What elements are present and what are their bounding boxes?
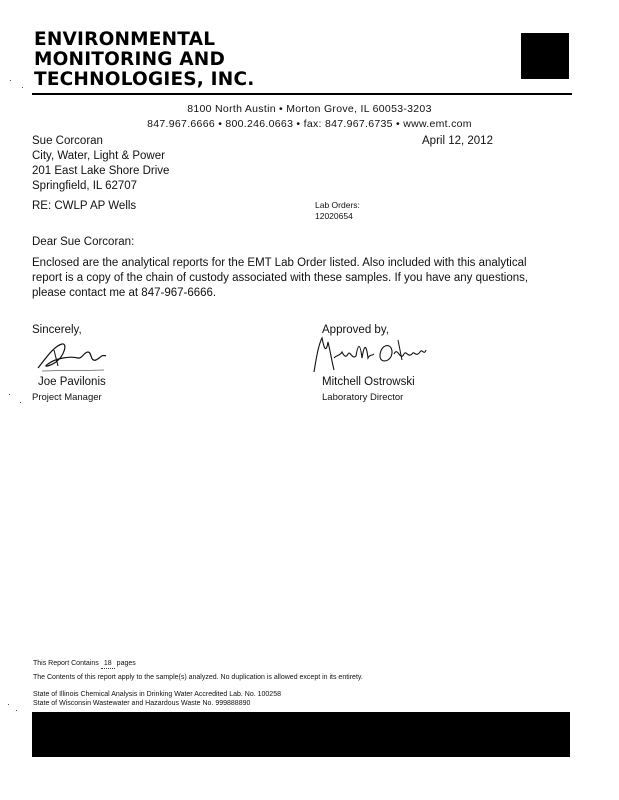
company-address: 8100 North Austin • Morton Grove, IL 60053-3203 [187,103,432,115]
signature-mitchell-ostrowski [310,332,435,378]
report-scope-note: The Contents of this report apply to the sample(s) analyzed. No duplication is allowed except in its entirety. [33,674,363,681]
scan-speck [16,710,17,711]
recipient-block [32,134,169,194]
signature-joe-pavilonis [34,340,114,374]
scan-speck [10,80,11,81]
salutation: Dear Sue Corcoran: [32,236,135,248]
signatory-right-name: Mitchell Ostrowski [322,376,415,388]
scan-speck [8,704,9,705]
company-name-line-1: ENVIRONMENTAL [34,29,216,50]
footer-bar [32,712,570,757]
closing-left: Sincerely, [32,324,82,336]
page-count-suffix: pages [116,660,136,667]
recipient-org: City, Water, Light & Power [32,150,165,162]
recipient-street: 201 East Lake Shore Drive [32,165,170,177]
page-count-prefix: This Report Contains [33,660,99,667]
scan-speck [9,394,10,395]
scan-speck [22,87,23,88]
letter-body: Enclosed are the analytical reports for the EMT Lab Order listed. Also included with this analytical report is a copy of the chain of custody associated with these samples. If you have any questions, please contact me at 847-967-6666. [32,257,529,299]
signatory-left-name: Joe Pavilonis [38,376,106,388]
letter-date: April 12, 2012 [422,135,493,147]
logo-block [521,33,569,79]
company-name [34,30,254,90]
lab-order-number: 12020654 [315,211,353,221]
page-count-value: 18 [101,659,115,669]
accreditation-illinois: State of Illinois Chemical Analysis in Drinking Water Accredited Lab. No. 100258 [33,691,281,698]
company-contact: 847.967.6666 • 800.246.0663 • fax: 847.967.6735 • www.emt.com [147,118,472,130]
signatory-left-title: Project Manager [32,392,102,403]
scan-speck [20,402,21,403]
company-name-line-3: TECHNOLOGIES, INC. [34,69,255,90]
report-page-count [33,659,136,669]
accreditation-wisconsin: State of Wisconsin Wastewater and Hazardous Waste No. 999888890 [33,700,251,707]
lab-orders-label: Lab Orders: [315,200,360,210]
re-line: RE: CWLP AP Wells [32,200,137,212]
recipient-city: Springfield, IL 62707 [32,180,138,192]
company-name-line-2: MONITORING AND [34,49,226,70]
closing-right: Approved by, [322,324,389,336]
header-rule [32,93,572,95]
recipient-name: Sue Corcoran [32,135,103,147]
signatory-right-title: Laboratory Director [322,392,404,403]
